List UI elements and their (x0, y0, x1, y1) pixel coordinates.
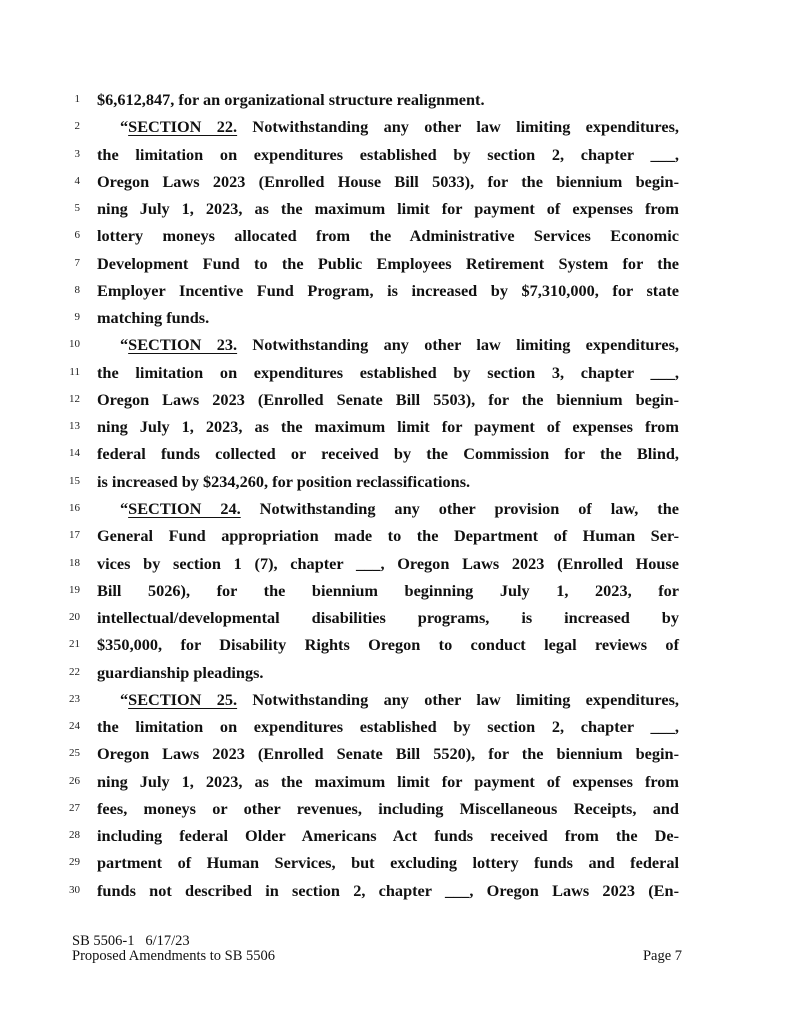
text-line (0, 250, 800, 277)
line-number: 18 (69, 556, 80, 569)
line-number: 8 (74, 283, 80, 296)
text-line (0, 522, 800, 549)
line-number: 3 (74, 147, 80, 160)
line-number: 10 (69, 338, 80, 351)
text-line (0, 277, 800, 304)
line-text: ning July 1, 2023, as the maximum limit for payment of expenses from (97, 417, 679, 437)
section-heading: SECTION 25. (128, 689, 238, 709)
line-text: partment of Human Services, but excluding lottery funds and federal (97, 853, 679, 873)
section-heading: SECTION 22. (128, 117, 238, 137)
page-number: Page 7 (642, 948, 682, 964)
line-number: 1 (74, 93, 80, 105)
document-body (0, 86, 800, 904)
line-text: the limitation on expenditures established by section 3, chapter ___, (97, 362, 679, 382)
line-text (120, 331, 679, 358)
text-line (0, 413, 800, 440)
line-number: 29 (69, 856, 80, 869)
line-number: 15 (69, 474, 80, 487)
text-line (0, 195, 800, 222)
line-text: Oregon Laws 2023 (Enrolled House Bill 5033), for the biennium begin- (97, 171, 679, 191)
text-line (0, 113, 800, 140)
line-text: vices by section 1 (7), chapter ___, Oregon Laws 2023 (Enrolled House (97, 553, 679, 573)
line-number: 28 (69, 829, 80, 842)
line-text: $350,000, for Disability Rights Oregon to conduct legal reviews of (97, 635, 679, 655)
open-quote: “ (120, 498, 129, 518)
open-quote: “ (120, 117, 129, 137)
open-quote: “ (120, 689, 129, 709)
line-text: Employer Incentive Fund Program, is increased by $7,310,000, for state (97, 280, 679, 300)
line-number: 25 (69, 747, 80, 760)
line-text: ning July 1, 2023, as the maximum limit for payment of expenses from (97, 199, 679, 219)
text-line (0, 222, 800, 249)
line-text: including federal Older Americans Act funds received from the De- (97, 826, 679, 846)
line-text (120, 686, 679, 713)
line-number: 16 (69, 501, 80, 514)
line-text: matching funds. (97, 308, 210, 328)
text-line (0, 440, 800, 467)
line-text: the limitation on expenditures established by section 2, chapter ___, (97, 717, 679, 737)
text-line (0, 877, 800, 904)
line-number: 22 (69, 665, 80, 678)
text-line (0, 631, 800, 658)
section-text: Notwithstanding any other law limiting expenditures, (237, 689, 679, 709)
line-text: guardianship pleadings. (97, 662, 264, 682)
footer-bill-date: SB 5506-1 6/17/23 (72, 933, 190, 949)
text-line (0, 359, 800, 386)
open-quote: “ (120, 335, 129, 355)
text-line (0, 468, 800, 495)
line-text: federal funds collected or received by the Commission for the Blind, (97, 444, 679, 464)
line-number: 6 (74, 229, 80, 242)
line-number: 17 (69, 529, 80, 542)
line-text: funds not described in section 2, chapter ___, Oregon Laws 2023 (En- (97, 880, 679, 900)
section-text: Notwithstanding any other law limiting expenditures, (237, 335, 679, 355)
line-text: Oregon Laws 2023 (Enrolled Senate Bill 5520), for the biennium begin- (97, 744, 679, 764)
text-line (0, 659, 800, 686)
line-text: the limitation on expenditures established by section 2, chapter ___, (97, 144, 679, 164)
section-text: Notwithstanding any other law limiting expenditures, (237, 117, 679, 137)
line-number: 4 (74, 174, 80, 187)
text-line (0, 86, 800, 113)
text-line (0, 740, 800, 767)
text-line (0, 849, 800, 876)
section-text: Notwithstanding any other provision of law, the (240, 498, 679, 518)
line-text: ning July 1, 2023, as the maximum limit for payment of expenses from (97, 771, 679, 791)
text-line (0, 495, 800, 522)
text-line (0, 304, 800, 331)
section-heading: SECTION 24. (128, 498, 241, 518)
line-text: $6,612,847, for an organizational structure realignment. (97, 90, 485, 109)
line-number: 7 (74, 256, 80, 269)
text-line (0, 168, 800, 195)
text-line (0, 331, 800, 358)
text-line (0, 141, 800, 168)
line-text (120, 495, 679, 522)
line-text: Bill 5026), for the biennium beginning July 1, 2023, for (97, 580, 679, 600)
section-heading: SECTION 23. (128, 335, 238, 355)
text-line (0, 713, 800, 740)
line-text (120, 113, 679, 140)
line-number: 14 (69, 447, 80, 460)
text-line (0, 386, 800, 413)
text-line (0, 768, 800, 795)
line-number: 5 (74, 202, 80, 215)
line-number: 23 (69, 692, 80, 705)
line-number: 9 (74, 311, 80, 324)
line-number: 19 (69, 583, 80, 596)
line-number: 12 (69, 392, 80, 405)
line-number: 27 (69, 801, 80, 814)
line-text: lottery moneys allocated from the Administrative Services Economic (97, 226, 679, 246)
text-line (0, 795, 800, 822)
line-text: General Fund appropriation made to the Department of Human Ser- (97, 526, 679, 546)
page-footer (72, 934, 682, 964)
line-text: Oregon Laws 2023 (Enrolled Senate Bill 5503), for the biennium begin- (97, 389, 679, 409)
line-text: is increased by $234,260, for position reclassifications. (97, 471, 471, 491)
footer-title: Proposed Amendments to SB 5506 (72, 948, 276, 964)
text-line (0, 550, 800, 577)
text-line (0, 604, 800, 631)
text-line (0, 822, 800, 849)
line-number: 2 (74, 120, 80, 133)
line-number: 24 (69, 720, 80, 733)
text-line (0, 577, 800, 604)
line-number: 30 (69, 883, 80, 896)
line-number: 11 (69, 365, 80, 378)
line-text: intellectual/developmental disabilities programs, is increased by (97, 608, 679, 628)
line-text: fees, moneys or other revenues, including Miscellaneous Receipts, and (97, 798, 679, 818)
line-text: Development Fund to the Public Employees Retirement System for the (97, 253, 679, 273)
text-line (0, 686, 800, 713)
line-number: 20 (69, 611, 80, 624)
line-number: 13 (69, 420, 80, 433)
line-number: 26 (69, 774, 80, 787)
line-number: 21 (69, 638, 80, 651)
